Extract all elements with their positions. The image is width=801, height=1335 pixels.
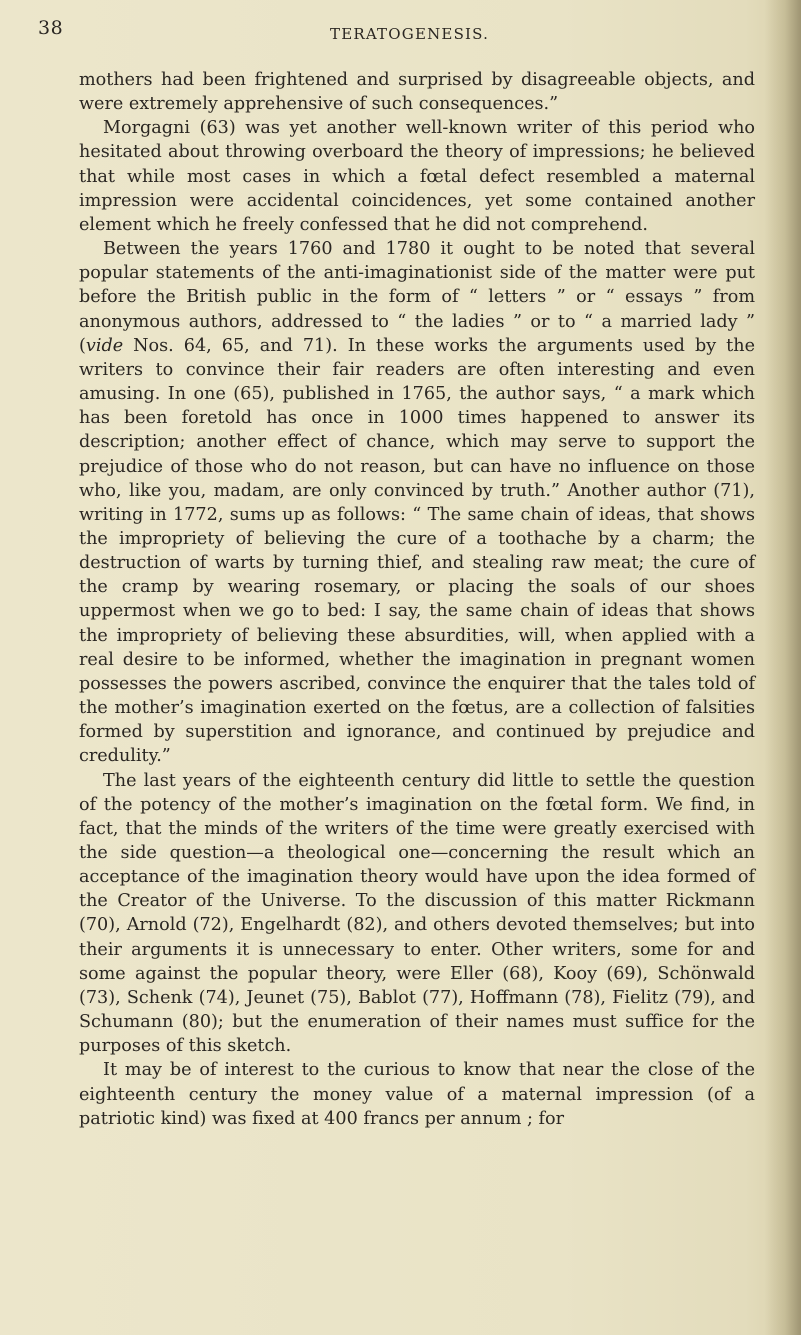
running-head: TERATOGENESIS.	[330, 25, 490, 43]
paragraph-continuation: mothers had been frightened and surprised by disagreeable objects, and were extremely apprehensive of such consequences.”	[79, 70, 755, 115]
page-edge-shadow	[765, 0, 801, 1335]
paragraph-eighteenth-century: The last years of the eighteenth century did little to settle the question of the potency of the mother’s imagination on the fœtal form. We find, in fact, that the minds of the writers of the time were greatly exercised with the side question—a theological one—concerning the result which an acceptance of the imagination theory would have upon the idea formed of the Creator of the Universe. To the discussion of this matter Rickmann (70), Arnold (72), Engelhardt (82), and others devoted themselves; but into their arguments it is unnecessary to enter. Other writers, some for and some against the popular theory, were Eller (68), Kooy (69), Schönwald (73), Schenk (74), Jeunet (75), Bablot (77), Hoffmann (78), Fielitz (79), and Schumann (80); but the enumeration of their names must suffice for the purposes of this sketch.	[79, 770, 755, 1057]
body-text	[79, 68, 755, 1131]
page-number: 38	[38, 17, 64, 39]
vide-italic: vide	[85, 335, 124, 356]
paragraph-money-value: It may be of interest to the curious to know that near the close of the eighteenth century the money value of a maternal impression (of a patriotic kind) was fixed at 400 francs per annum ; for	[79, 1060, 755, 1129]
paragraph-popular-statements: Between the years 1760 and 1780 it ought to be noted that several popular statements of the anti-imaginationist side of the matter were put before the British public in the form of “ letters ” or “ essays ” from anonymous authors, addressed to “ the ladies ” or to “ a married lady ” (vide Nos. 64, 65, and 71). In these works the arguments used by the writers to convince their fair readers are often interesting and even amusing. In one (65), published in 1765, the author says, “ a mark which has been foretold has once in 1000 times happened to answer its description; another effect of chance, which may serve to support the prejudice of those who do not reason, but can have no influence on those who, like you, madam, are only convinced by truth.” Another author (71), writing in 1772, sums up as follows: “ The same chain of ideas, that shows the impropriety of believing the cure of a toothache by a charm; the destruction of warts by turning thief, and stealing raw meat; the cure of the cramp by wearing rosemary, or placing the soals of our shoes uppermost when we go to bed: I say, the same chain of ideas that shows the impropriety of believing these absurdities, will, when applied with a real desire to be informed, whether the imagination in pregnant women possesses the powers ascribed, convince the enquirer that the tales told of the mother’s imagination exerted on the fœtus, are a collection of falsities formed by superstition and ignorance, and continued by prejudice and credulity.”	[79, 239, 755, 767]
paragraph-morgagni: Morgagni (63) was yet another well-known writer of this period who hesitated about throwing overboard the theory of impressions; he believed that while most cases in which a fœtal defect resembled a maternal impression were accidental coincidences, yet some contained another element which he freely confessed that he did not comprehend.	[79, 118, 755, 235]
